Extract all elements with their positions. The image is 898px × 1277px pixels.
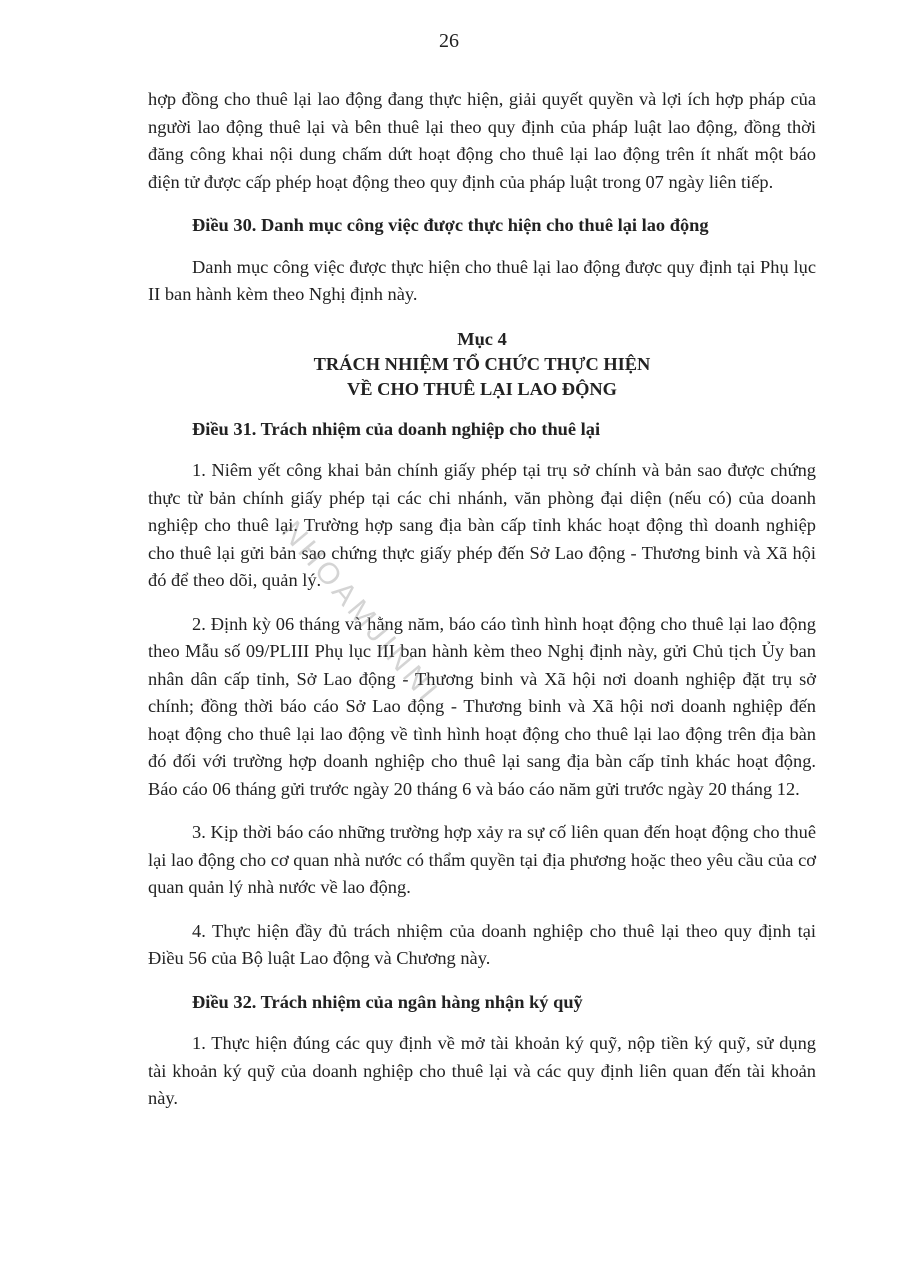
article-31-item-3: 3. Kịp thời báo cáo những trường hợp xảy ra sự cố liên quan đến hoạt động cho thuê lại lao động cho cơ quan nhà nước có thẩm quyền tại địa phương hoặc theo yêu cầu của cơ quan quản lý nhà nước về lao động. xyxy=(148,822,816,897)
section-title-line-2: VỀ CHO THUÊ LẠI LAO ĐỘNG xyxy=(347,378,617,399)
article-30-text: Danh mục công việc được thực hiện cho thuê lại lao động được quy định tại Phụ lục II ban hành kèm theo Nghị định này. xyxy=(148,256,816,304)
article-31-item-2: 2. Định kỳ 06 tháng và hằng năm, báo cáo tình hình hoạt động cho thuê lại lao động theo Mẫu số 09/PLIII Phụ lục III ban hành kèm theo Nghị định này, gửi Chủ tịch Ủy ban nhân dân cấp tỉnh, Sở Lao động - Thương binh và Xã hội nơi doanh nghiệp đặt trụ sở chính; đồng thời báo cáo Sở Lao động - Thương binh và Xã hội nơi doanh nghiệp đến hoạt động cho thuê lại lao động về tình hình hoạt động cho thuê lại lao động trên địa bàn đó đối với trường hợp doanh nghiệp cho thuê lại sang địa bàn cấp tỉnh khác hoạt động. Báo cáo 06 tháng gửi trước ngày 20 tháng 6 và báo cáo năm gửi trước ngày 20 tháng 12. xyxy=(148,613,816,799)
section-title-line-1: TRÁCH NHIỆM TỔ CHỨC THỰC HIỆN xyxy=(313,353,651,374)
section-label: Mục 4 xyxy=(457,328,507,349)
article-30-title: Điều 30. Danh mục công việc được thực hiện cho thuê lại lao động xyxy=(192,215,709,235)
page-number: 26 xyxy=(439,30,459,52)
intro-paragraph: hợp đồng cho thuê lại lao động đang thực hiện, giải quyết quyền và lợi ích hợp pháp của người lao động thuê lại và bên thuê lại theo quy định của pháp luật lao động, đồng thời đăng công khai nội dung chấm dứt hoạt động cho thuê lại lao động trên ít nhất một báo điện tử được cấp phép hoạt động theo quy định của pháp luật trong 07 ngày liên tiếp. xyxy=(148,89,816,192)
article-31-title: Điều 31. Trách nhiệm của doanh nghiệp cho thuê lại xyxy=(192,418,601,439)
article-31-item-1: 1. Niêm yết công khai bản chính giấy phép tại trụ sở chính và bản sao được chứng thực từ bản chính giấy phép tại các chi nhánh, văn phòng đại diện (nếu có) của doanh nghiệp cho thuê lại. Trường hợp sang địa bàn cấp tỉnh khác hoạt động thì doanh nghiệp cho thuê lại gửi bản sao chứng thực giấy phép đến Sở Lao động - Thương binh và Xã hội đó để theo dõi, quản lý. xyxy=(148,460,816,590)
article-32-item-1: 1. Thực hiện đúng các quy định về mở tài khoản ký quỹ, nộp tiền ký quỹ, sử dụng tài khoản ký quỹ của doanh nghiệp cho thuê lại và các quy định liên quan đến tài khoản này. xyxy=(148,1033,816,1108)
article-32-title: Điều 32. Trách nhiệm của ngân hàng nhận ký quỹ xyxy=(192,991,583,1012)
document-body xyxy=(148,86,816,1129)
section-heading xyxy=(148,327,816,402)
article-31-item-4: 4. Thực hiện đầy đủ trách nhiệm của doanh nghiệp cho thuê lại theo quy định tại Điều 56 của Bộ luật Lao động và Chương này. xyxy=(148,920,816,968)
watermark: NHOAMJINNI xyxy=(274,515,446,710)
